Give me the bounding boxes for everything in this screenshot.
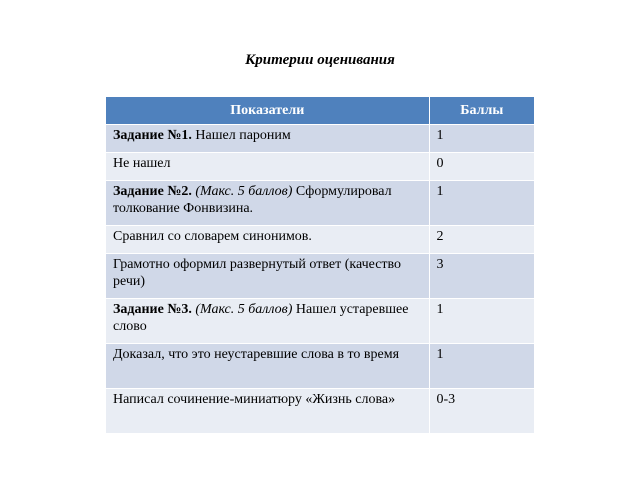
task-label: Задание №2. [113,184,192,199]
score-cell: 1 [429,181,534,226]
criterion-cell [106,389,429,434]
criterion-cell [106,125,429,153]
criterion-cell [106,153,429,181]
task-max-note: (Макс. 5 баллов) [191,184,293,199]
table-row [106,299,534,344]
criterion-cell [106,344,429,389]
criterion-text: Сравнил со словарем синонимов. [113,229,312,244]
task-label: Задание №3. [113,302,192,317]
criterion-text: Нашел устаревшее слово [113,302,409,334]
table-row [106,153,534,181]
table-row [106,125,534,153]
table-row [106,389,534,434]
column-header-points: Баллы [429,97,534,125]
table-row [106,254,534,299]
criterion-text: Написал сочинение-миниатюру «Жизнь слова» [113,392,396,407]
criterion-cell [106,226,429,254]
score-cell: 0 [429,153,534,181]
task-max-note: (Макс. 5 баллов) [191,302,293,317]
score-cell: 1 [429,125,534,153]
criterion-cell [106,181,429,226]
criterion-cell [106,299,429,344]
criterion-text: Доказал, что это неустаревшие слова в то время [113,347,400,362]
table-row [106,344,534,389]
table-row [106,226,534,254]
criterion-text: Нашел пароним [191,128,291,143]
page-title: Критерии оценивания [245,52,395,68]
score-cell: 3 [429,254,534,299]
score-cell: 2 [429,226,534,254]
score-cell: 1 [429,299,534,344]
criteria-table [106,97,534,433]
task-label: Задание №1. [113,128,192,143]
criterion-text: Грамотно оформил развернутый ответ (качество речи) [113,257,402,289]
table-header-row [106,97,534,125]
criterion-text: Не нашел [113,156,171,171]
column-header-indicators: Показатели [106,97,429,125]
criterion-cell [106,254,429,299]
criterion-text: Сформулировал толкование Фонвизина. [113,184,392,216]
table-row [106,181,534,226]
score-cell: 0-3 [429,389,534,434]
score-cell: 1 [429,344,534,389]
